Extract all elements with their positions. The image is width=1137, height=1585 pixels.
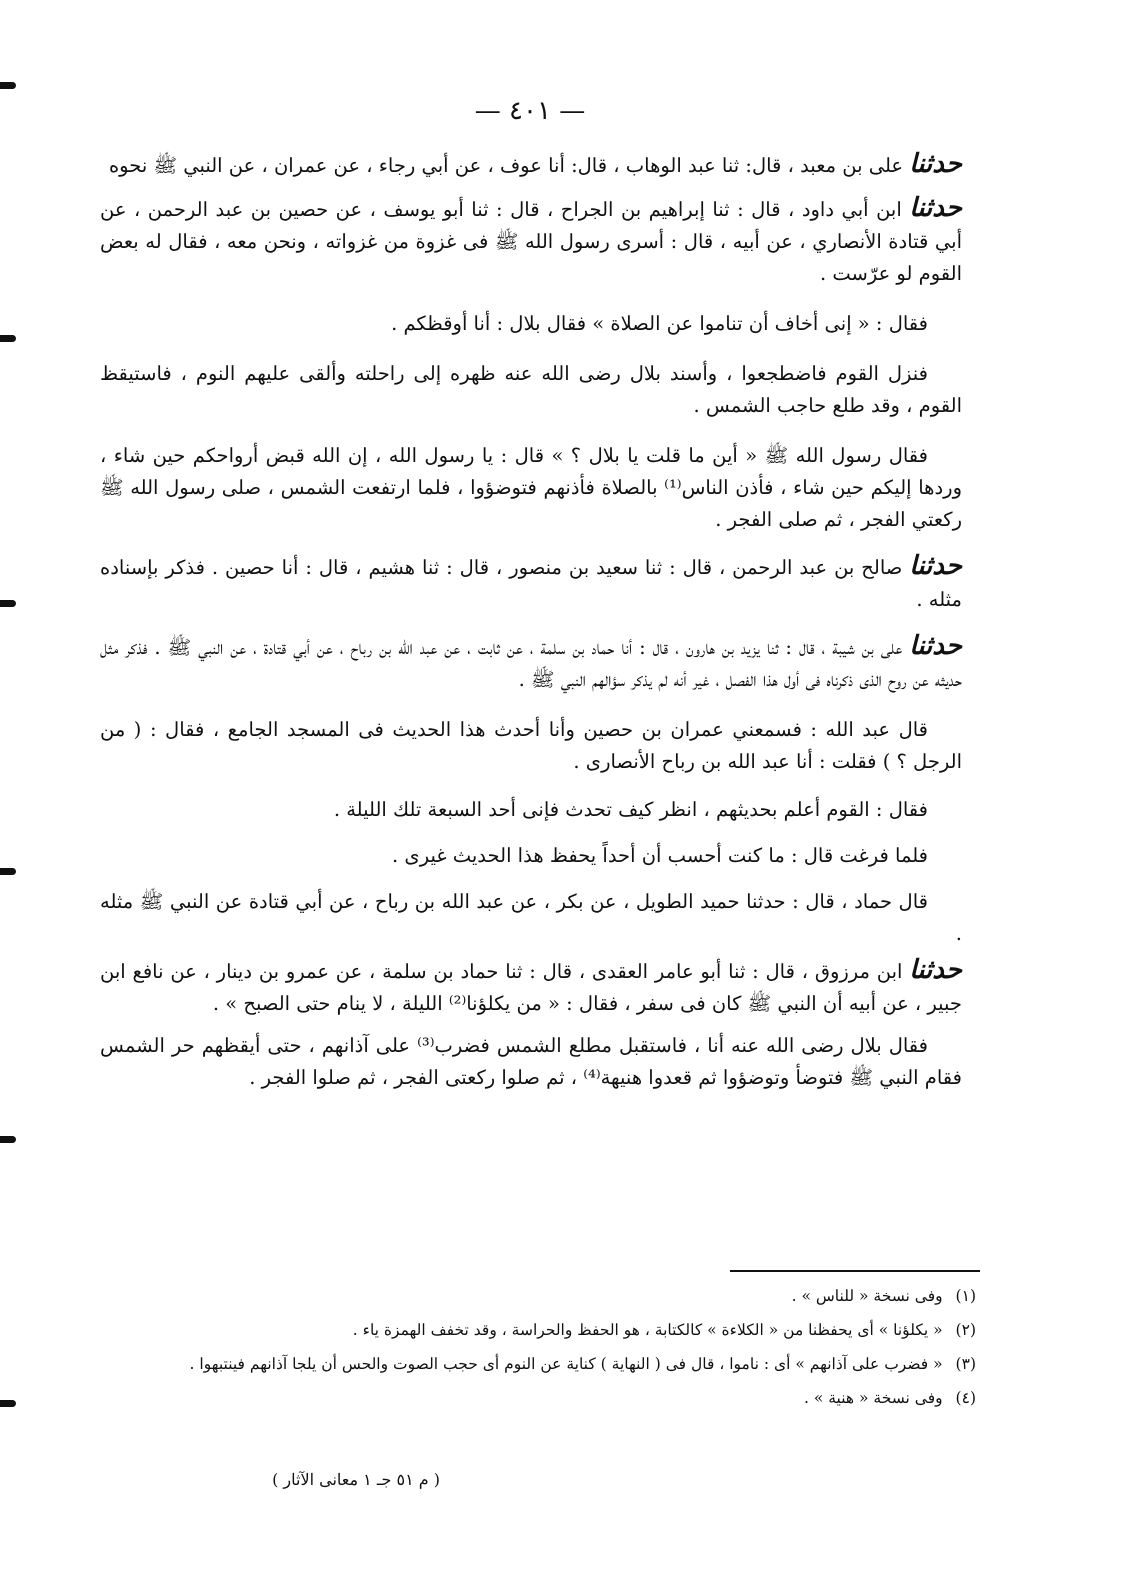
narration-text: قال عبد الله : فسمعني عمران بن حصين وأنا أحدث هذا الحديث فى المسجد الجامع ، فقال : ( من الرجل ؟ ) فقلت : أنا عبد الله بن رباح الأنصارى .: [100, 718, 962, 773]
narration-paragraph: [100, 714, 962, 778]
hadith-text: على بن شيبة ، قال : ثنا يزيد بن هارون ، قال : أنا حماد بن سلمة ، عن ثابت ، عن عبد الله بن رباح ، عن أبي قتادة ، عن النبي ﷺ . فذكر مثل حديثه عن روح الذى ذكرناه فى أول هذا الفصل ، غير أنه لم يذكر سؤالهم النبي ﷺ .: [100, 636, 962, 691]
narration-paragraph: [100, 358, 962, 422]
body-text: [100, 148, 962, 1104]
footnote-number: (٢): [955, 1321, 976, 1339]
binding-mark: [0, 868, 16, 875]
hadith-paragraph: [100, 192, 962, 290]
signature-line: ( م ٥١ جـ ١ معانى الآثار ): [272, 1470, 440, 1489]
narration-paragraph: [100, 886, 962, 950]
hadith-text: صالح بن عبد الرحمن ، قال : ثنا سعيد بن منصور ، قال : ثنا هشيم ، قال : أنا حصين . فذكر بإسناده مثله .: [100, 556, 962, 611]
narration-text: فلما فرغت قال : ما كنت أحسب أن أحداً يحفظ هذا الحديث غيرى .: [392, 844, 928, 867]
hadith-paragraph: [100, 550, 962, 616]
narration-paragraph: [100, 440, 962, 536]
narration-paragraph: [100, 794, 962, 826]
hadith-paragraph: [100, 630, 962, 696]
binding-mark: [0, 1136, 16, 1143]
hadith-text: ابن مرزوق ، قال : ثنا أبو عامر العقدى ، قال : ثنا حماد بن سلمة ، عن عمرو بن دينار ، عن نافع ابن جبير ، عن أبيه أن النبي ﷺ كان فى سفر ، فقال : « من يكلؤنا⁽²⁾ الليلة ، لا ينام حتى الصبح » .: [100, 960, 962, 1015]
narration-paragraph: [100, 840, 962, 872]
hadith-keyword: حدثنا: [909, 149, 962, 179]
footnote: [100, 1316, 976, 1344]
page-number: — ٤٠١ —: [474, 96, 586, 126]
footnote: [100, 1384, 976, 1412]
hadith-keyword: حدثنا: [909, 193, 962, 223]
footnote-number: (٤): [955, 1389, 976, 1407]
narration-text: فقال : القوم أعلم بحديثهم ، انظر كيف تحدث فإنى أحد السبعة تلك الليلة .: [333, 798, 928, 821]
footnote: [100, 1350, 976, 1378]
hadith-paragraph: [100, 148, 962, 182]
hadith-text: ابن أبي داود ، قال : ثنا إبراهيم بن الجراح ، قال : ثنا أبو يوسف ، عن حصين بن عبد الرحمن ، عن أبي قتادة الأنصاري ، عن أبيه ، قال : أسرى رسول الله ﷺ فى غزوة من غزواته ، ونحن معه ، فقال له بعض القوم لو عرّست .: [100, 198, 962, 285]
narration-text: قال حماد ، قال : حدثنا حميد الطويل ، عن بكر ، عن عبد الله بن رباح ، عن أبي قتادة عن النبي ﷺ مثله .: [100, 890, 962, 945]
footnote-text: وفى نسخة « للناس » .: [791, 1287, 943, 1305]
hadith-text: على بن معبد ، قال: ثنا عبد الوهاب ، قال: أنا عوف ، عن أبي رجاء ، عن عمران ، عن النبي ﷺ نحوه: [108, 154, 904, 177]
footnote-text: « فضرب على آذانهم » أى : ناموا ، قال فى ( النهاية ) كناية عن النوم أى حجب الصوت والحس أن يلجا آذانهم فينتبهوا .: [189, 1355, 943, 1373]
binding-mark: [0, 82, 16, 89]
footnote-text: « يكلؤنا » أى يحفظنا من « الكلاءة » كالكتابة ، هو الحفظ والحراسة ، وقد تخفف الهمزة ياء .: [352, 1321, 943, 1339]
hadith-keyword: حدثنا: [909, 551, 962, 581]
hadith-keyword: حدثنا: [909, 631, 962, 661]
footnote: [100, 1282, 976, 1310]
narration-text: فقال رسول الله ﷺ « أين ما قلت يا بلال ؟ » قال : يا رسول الله ، إن الله قبض أرواحكم حين شاء ، وردها إليكم حين شاء ، فأذن الناس⁽¹⁾ بالصلاة فأذنهم فتوضؤوا ، فلما ارتفعت الشمس ، صلى رسول الله ﷺ ركعتي الفجر ، ثم صلى الفجر .: [100, 444, 962, 531]
footnotes: [100, 1282, 976, 1418]
narration-text: فقال : « إنى أخاف أن تناموا عن الصلاة » فقال بلال : أنا أوقظكم .: [391, 312, 928, 335]
narration-paragraph: [100, 1030, 962, 1094]
hadith-keyword: حدثنا: [909, 955, 962, 985]
binding-mark: [0, 335, 16, 342]
footnote-number: (٣): [955, 1355, 976, 1373]
footnote-divider: [730, 1270, 980, 1272]
binding-mark: [0, 600, 16, 607]
footnote-number: (١): [955, 1287, 976, 1305]
hadith-paragraph: [100, 954, 962, 1020]
footnote-text: وفى نسخة « هنية » .: [803, 1389, 943, 1407]
binding-mark: [0, 1400, 16, 1407]
narration-text: فقال بلال رضى الله عنه أنا ، فاستقبل مطلع الشمس فضرب⁽³⁾ على آذانهم ، حتى أيقظهم حر الشمس فقام النبي ﷺ فتوضأ وتوضؤوا ثم قعدوا هنيهة⁽⁴⁾ ، ثم صلوا ركعتى الفجر ، ثم صلوا الفجر .: [100, 1034, 962, 1089]
narration-text: فنزل القوم فاضطجعوا ، وأسند بلال رضى الله عنه ظهره إلى راحلته وألقى عليهم النوم ، فاستيقظ القوم ، وقد طلع حاجب الشمس .: [100, 362, 962, 417]
narration-paragraph: [100, 308, 962, 340]
